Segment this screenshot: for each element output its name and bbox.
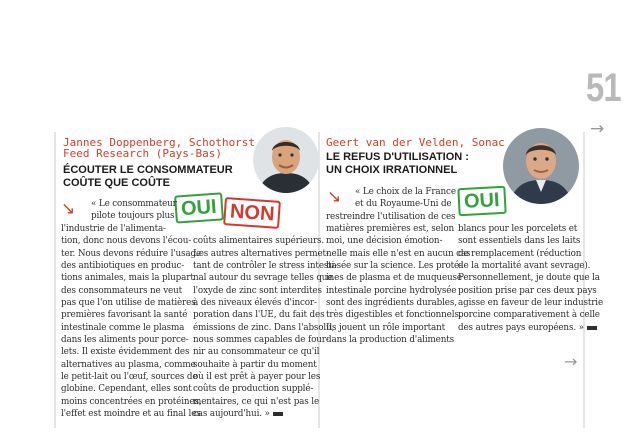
body-line: l'industrie de l'alimenta-: [61, 224, 166, 234]
body-line: de la mortalité avant sevrage).: [458, 261, 591, 271]
body-line: [458, 322, 597, 334]
body-line: Ils jouent un rôle important: [326, 323, 446, 333]
page-number: 51: [586, 66, 621, 110]
body-line: à des niveaux élevés d'incor-: [193, 298, 317, 308]
body-line-text: cas aujourd'hui. »: [193, 409, 270, 419]
body-line: nir au consommateur ce qu'il: [193, 347, 320, 357]
body-line: matières premières est, selon: [326, 224, 454, 234]
body-line: nelle mais elle n'est en aucun cas: [326, 249, 471, 259]
body-line: l'oxyde de zinc sont interdites: [193, 286, 322, 296]
body-line: mentaires, ce qui n'est pas le: [193, 397, 320, 407]
body-line: coûts alimentaires supérieurs.: [193, 236, 325, 246]
body-line: ines de plasma et de muqueuse: [326, 273, 462, 283]
left-column-rule: [54, 132, 56, 428]
quote-arrow-icon: ↘: [61, 199, 76, 219]
body-line: « Le consommateur: [91, 199, 177, 209]
body-line: globine. Cependant, elles sont: [61, 384, 192, 394]
body-line: souhaite à partir du moment: [193, 360, 317, 370]
body-line: ter. Nous devons réduire l'usage: [61, 249, 202, 259]
oui-stamp: OUI: [457, 186, 506, 216]
article-headline: ÉCOUTER LE CONSOMMATEUR: [63, 164, 233, 176]
body-line: des consommateurs ne veut: [61, 286, 182, 296]
body-line: lets. Il existe évidemment des: [61, 347, 190, 357]
author-byline: Jannes Doppenberg, Schothorst: [63, 136, 256, 149]
body-line: « Le choix de la France: [355, 187, 456, 197]
body-line: où il est prêt à payer pour les: [193, 372, 321, 382]
body-line: sont essentiels dans les laits: [458, 236, 581, 246]
body-line: moi, une décision émotion-: [326, 236, 443, 246]
author-portrait-photo: [503, 128, 579, 204]
body-line: intestinale comme le plasma: [61, 323, 185, 333]
body-line: [193, 408, 283, 420]
author-byline: Geert van der Velden, Sonac: [326, 136, 505, 149]
body-line: Les autres alternatives permet-: [193, 249, 329, 259]
body-line: moins concentrées en protéines,: [61, 397, 202, 407]
body-line: des antibiotiques en produc-: [61, 261, 185, 271]
body-line: nal autour du sevrage telles que: [193, 273, 333, 283]
next-page-arrow-icon[interactable]: →: [564, 352, 578, 371]
body-line: pas que l'on utilise de matières: [61, 298, 196, 308]
non-stamp: NON: [223, 197, 281, 229]
next-page-arrow-icon[interactable]: →: [590, 119, 605, 139]
body-line: le petit-lait ou l'œuf, sources de: [61, 372, 198, 382]
body-line: porcine comparativement à celle: [458, 310, 600, 320]
oui-stamp: OUI: [174, 192, 223, 223]
body-line: sont des ingrédients durables,: [326, 298, 457, 308]
body-line: et du Royaume-Uni de: [355, 199, 452, 209]
body-line: tant de contrôler le stress intesti-: [193, 261, 338, 271]
body-line: Personnellement, je doute que la: [458, 273, 600, 283]
body-line: l'effet est moindre et au final les: [61, 409, 201, 419]
body-line: position prise par ces deux pays: [458, 286, 597, 296]
body-line: intestinale porcine hydrolysée: [326, 286, 457, 296]
body-line: émissions de zinc. Dans l'absolu,: [193, 323, 335, 333]
body-line: basée sur la science. Les proté-: [326, 261, 462, 271]
body-line: pilote toujours plus: [91, 211, 175, 221]
article-headline: UN CHOIX IRRATIONNEL: [326, 164, 458, 176]
body-line: poration dans l'UE, du fait des: [193, 310, 325, 320]
author-byline: Feed Research (Pays-Bas): [63, 147, 222, 160]
end-of-article-icon: [273, 412, 283, 416]
body-line: dans les aliments pour porce-: [61, 335, 189, 345]
body-line: coûts de production supplé-: [193, 384, 314, 394]
end-of-article-icon: [587, 326, 597, 330]
body-line: tions animales, mais la plupart: [61, 273, 194, 283]
article-headline: LE REFUS D'UTILISATION :: [326, 151, 469, 163]
body-line: agisse en faveur de leur industrie: [458, 298, 604, 308]
body-line: très digestibles et fonctionnels.: [326, 310, 462, 320]
body-line: de remplacement (réduction: [458, 249, 582, 259]
quote-arrow-icon: ↘: [327, 187, 342, 207]
body-line: nous sommes capables de four-: [193, 335, 329, 345]
body-line: blancs pour les porcelets et: [458, 224, 578, 234]
author-portrait-photo: [253, 127, 319, 193]
article-headline: COÛTE QUE COÛTE: [63, 177, 170, 189]
body-line-text: des autres pays européens. »: [458, 323, 584, 333]
body-line: alternatives au plasma, comme: [61, 360, 196, 370]
body-line: tion, donc nous devons l'écou-: [61, 236, 192, 246]
body-line: dans la production d'aliments: [326, 335, 455, 345]
body-line: premières favorisant la santé: [61, 310, 188, 320]
body-line: restreindre l'utilisation de ces: [326, 212, 456, 222]
